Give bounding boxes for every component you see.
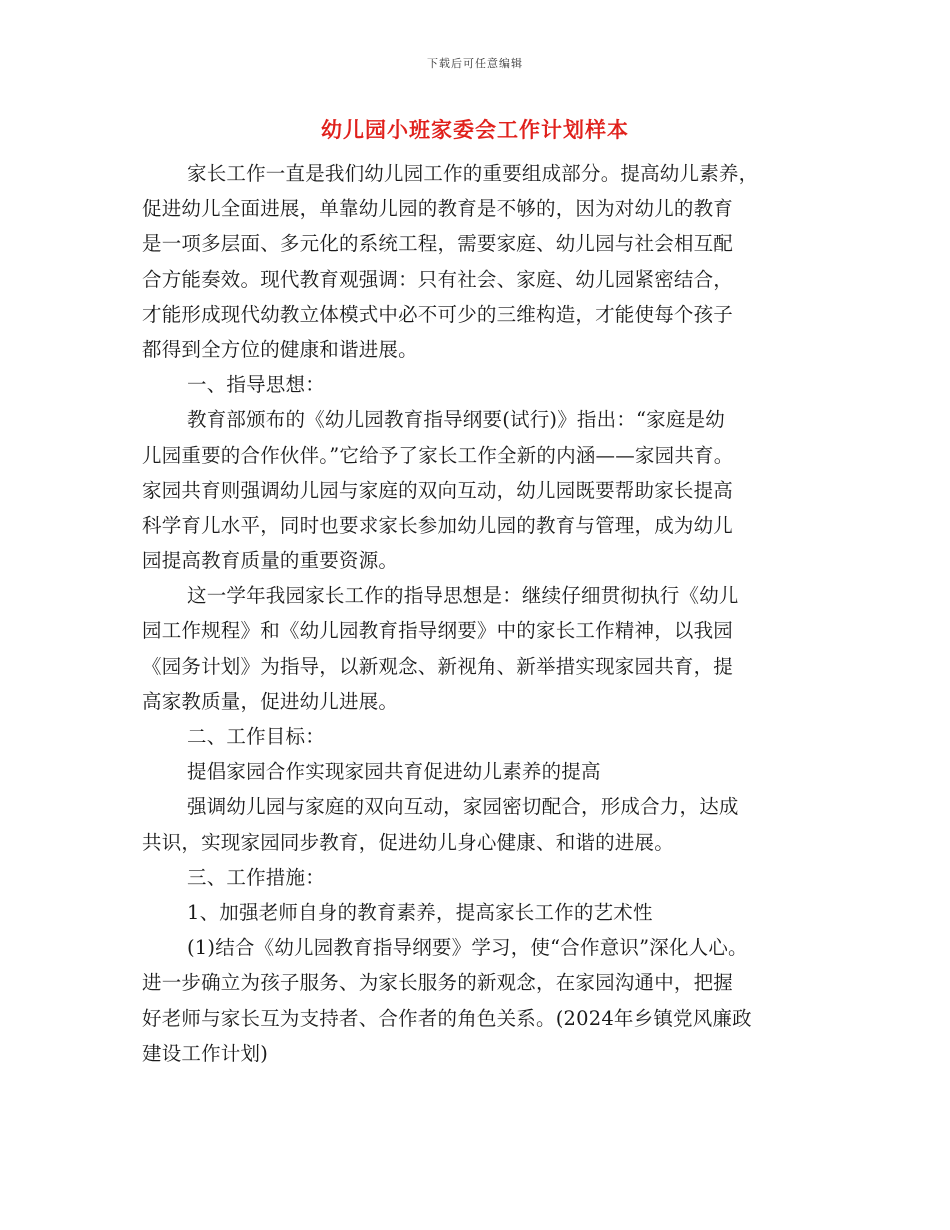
body-text-line: 高家教质量，促进幼儿进展。 [142, 689, 399, 713]
body-text-line: 这一学年我园家长工作的指导思想是：继续仔细贯彻执行《幼儿 [187, 584, 739, 608]
body-text-line: 是一项多层面、多元化的系统工程，需要家庭、幼儿园与社会相互配 [142, 232, 734, 256]
document-title: 幼儿园小班家委会工作计划样本 [321, 117, 629, 142]
body-text-line: 三、工作措施： [187, 865, 325, 889]
body-text-line: 儿园重要的合作伙伴。”它给予了家长工作全新的内涵——家园共育。 [142, 443, 734, 467]
document-body [142, 156, 822, 1071]
body-text-line: 建设工作计划) [142, 1041, 269, 1065]
body-text-line: 《园务计划》为指导，以新观念、新视角、新举措实现家园共育，提 [142, 654, 734, 678]
body-text-line: 才能形成现代幼教立体模式中必不可少的三维构造，才能使每个孩子 [142, 302, 734, 326]
body-text-line: 园工作规程》和《幼儿园教育指导纲要》中的家长工作精神，以我园 [142, 619, 734, 643]
body-text-line: 一、指导思想： [187, 373, 325, 397]
body-text-line: 教育部颁布的《幼儿园教育指导纲要(试行)》指出：“家庭是幼 [187, 408, 725, 432]
body-text-line: 二、工作目标： [187, 725, 325, 748]
body-text-line: 共识，实现家园同步教育，促进幼儿身心健康、和谐的进展。 [142, 830, 674, 854]
body-text-line: 促进幼儿全面进展，单靠幼儿园的教育是不够的，因为对幼儿的教育 [142, 197, 734, 221]
body-text-line: 好老师与家长互为支持者、合作者的角色关系。(2024年乡镇党风廉政 [142, 1006, 752, 1030]
body-text-line: 家长工作一直是我们幼儿园工作的重要组成部分。提高幼儿素养， [187, 162, 759, 185]
body-text-line: 进一步确立为孩子服务、为家长服务的新观念，在家园沟通中，把握 [142, 971, 734, 995]
body-text-line: 1、加强老师自身的教育素养，提高家长工作的艺术性 [187, 900, 653, 924]
page-header-note: 下载后可任意编辑 [427, 57, 523, 70]
body-text-line: 科学育儿水平，同时也要求家长参加幼儿园的教育与管理，成为幼儿 [142, 513, 734, 537]
body-text-line: 家园共育则强调幼儿园与家庭的双向互动，幼儿园既要帮助家长提高 [142, 478, 734, 502]
body-text-line: (1)结合《幼儿园教育指导纲要》学习，使“合作意识”深化人心。 [187, 936, 748, 960]
body-text-line: 园提高教育质量的重要资源。 [142, 549, 399, 573]
body-text-line: 强调幼儿园与家庭的双向互动，家园密切配合，形成合力，达成 [187, 795, 739, 819]
body-text-line: 提倡家园合作实现家园共育促进幼儿素养的提高 [187, 760, 601, 784]
body-text-line: 合方能奏效。现代教育观强调：只有社会、家庭、幼儿园紧密结合， [142, 267, 734, 291]
body-text-line: 都得到全方位的健康和谐进展。 [142, 337, 418, 361]
